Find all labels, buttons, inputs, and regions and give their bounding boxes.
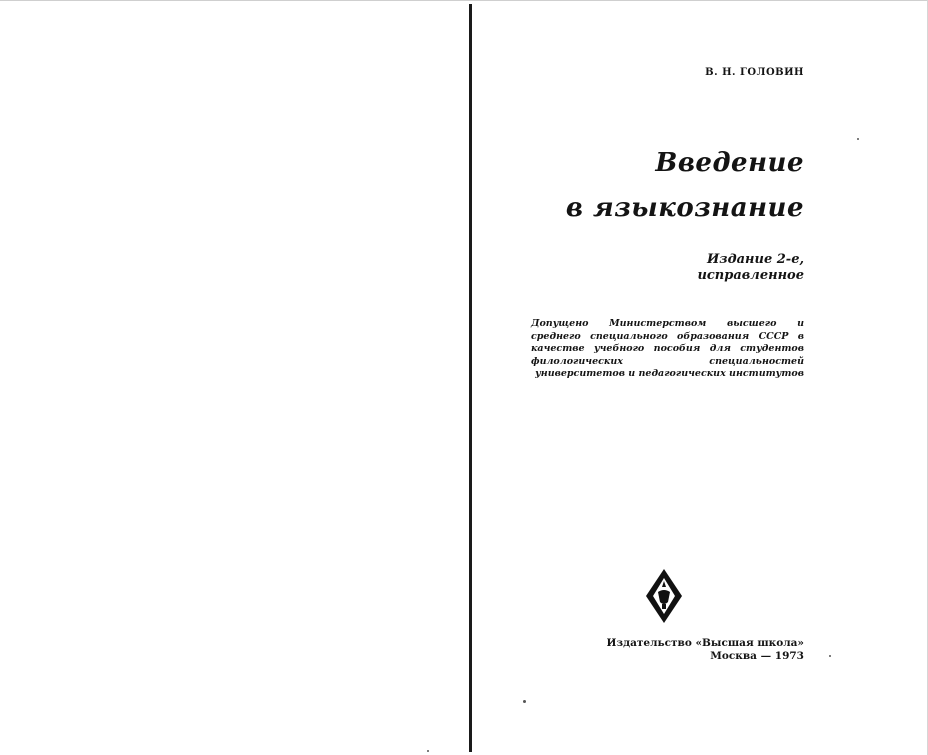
city-year: Москва — 1973 (710, 650, 804, 662)
top-border (0, 0, 928, 1)
scan-speck (857, 138, 859, 140)
ministry-approval-text: Допущено Министерством высшего и среднего специального образования СССР в качестве учебного пособия для студентов филологических специальностей университетов и педагогических институтов (531, 318, 804, 379)
scan-speck (829, 655, 831, 657)
book-title-line1: Введение (655, 148, 804, 178)
edition-line1: Издание 2-е, (706, 252, 804, 267)
scan-speck (427, 750, 429, 752)
page-gutter-line (469, 4, 472, 752)
publisher-emblem-icon (645, 568, 683, 624)
publisher-name: Издательство «Высшая школа» (606, 637, 804, 649)
scan-speck (523, 700, 526, 703)
edition-line2: исправленное (697, 268, 804, 283)
book-title-line2: в языкознание (565, 193, 804, 223)
author-name: В. Н. ГОЛОВИН (705, 67, 804, 78)
